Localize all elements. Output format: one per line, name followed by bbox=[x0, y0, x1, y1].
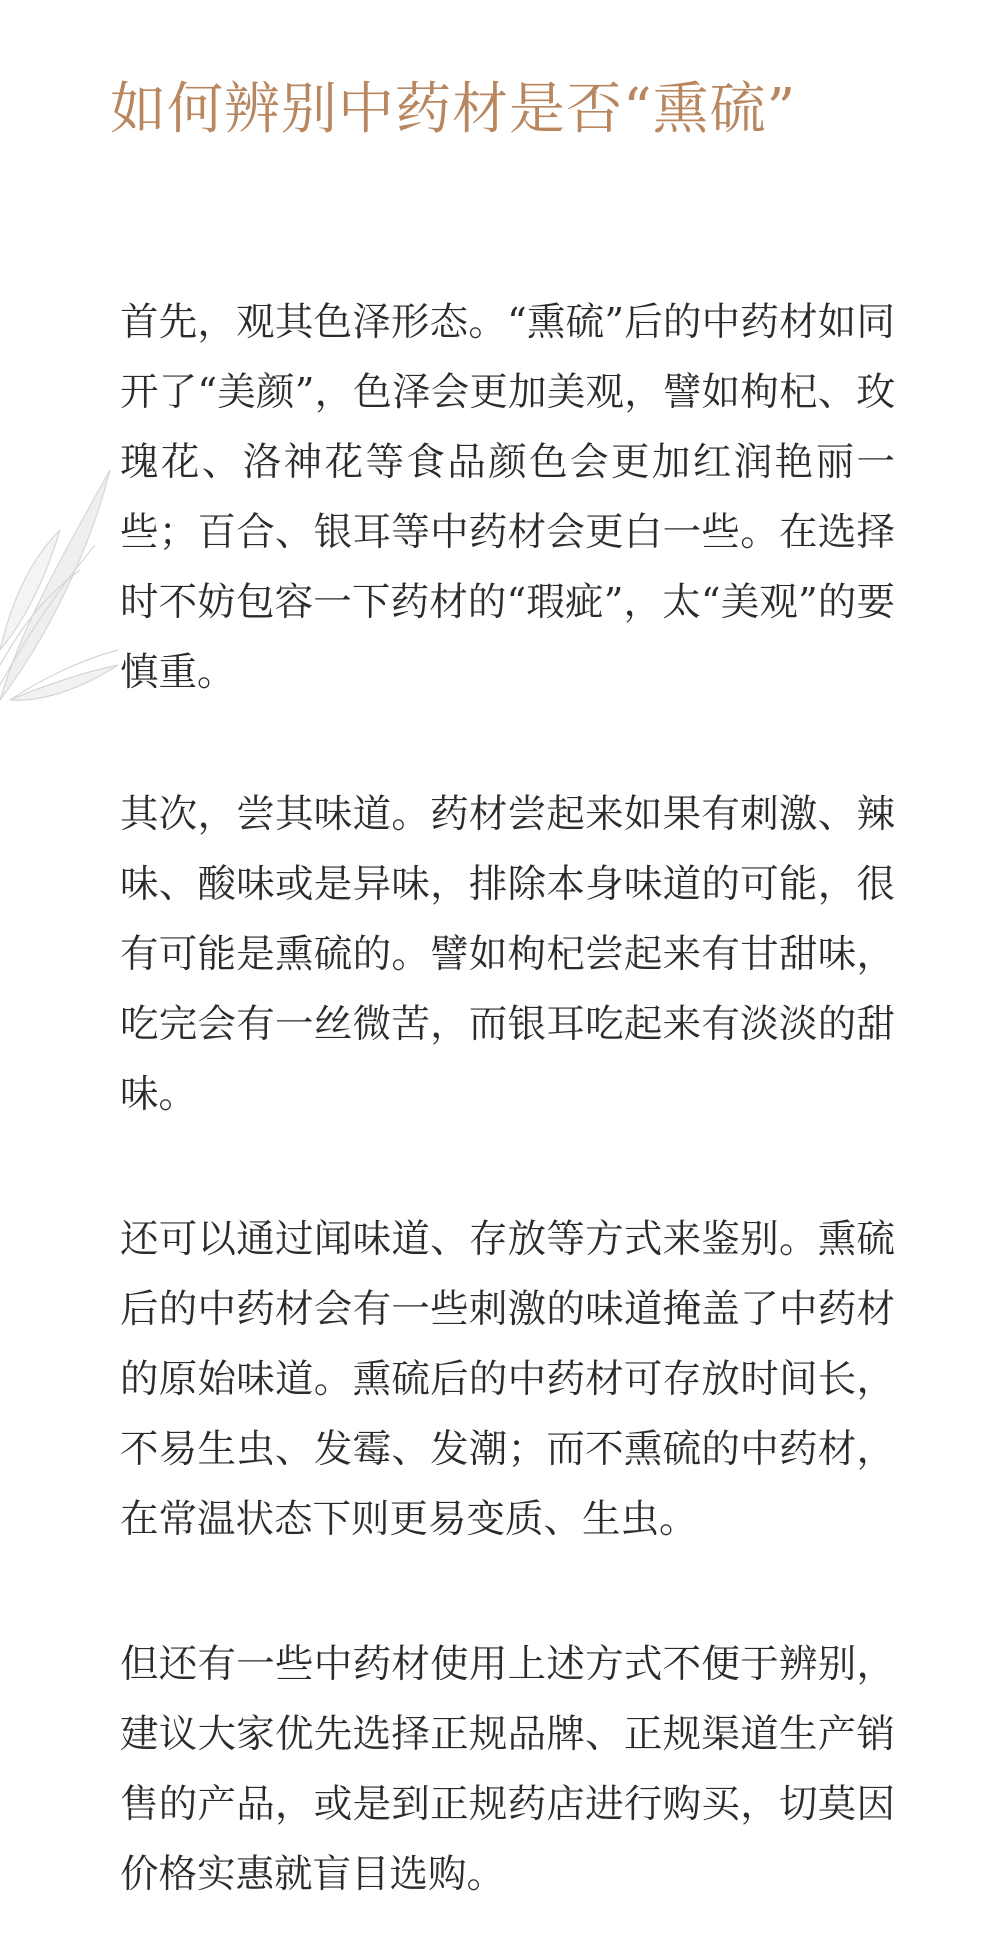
paragraph-smell-storage: 还可以通过闻味道、存放等方式来鉴别。熏硫后的中药材会有一些刺激的味道掩盖了中药材的原始味道。熏硫后的中药材可存放时间长，不易生虫、发霉、发潮；而不熏硫的中药材，在常温状态下则更易变质、生虫。 bbox=[120, 1217, 895, 1542]
paragraph-purchase-advice: 但还有一些中药材使用上述方式不便于辨别，建议大家优先选择正规品牌、正规渠道生产销售的产品，或是到正规药店进行购买，切莫因价格实惠就盲目选购。 bbox=[120, 1642, 895, 1897]
leaf-icon bbox=[0, 450, 120, 710]
paragraph-appearance: 首先，观其色泽形态。“熏硫”后的中药材如同开了“美颜”，色泽会更加美观，譬如枸杞、玫瑰花、洛神花等食品颜色会更加红润艳丽一些；百合、银耳等中药材会更白一些。在选择时不妨包容一下药材的“瑕疵”，太“美观”的要慎重。 bbox=[120, 300, 895, 695]
paragraph-taste: 其次，尝其味道。药材尝起来如果有刺激、辣味、酸味或是异味，排除本身味道的可能，很有可能是熏硫的。譬如枸杞尝起来有甘甜味，吃完会有一丝微苦，而银耳吃起来有淡淡的甜味。 bbox=[120, 792, 895, 1117]
page-title: 如何辨别中药材是否“熏硫” bbox=[110, 77, 797, 142]
